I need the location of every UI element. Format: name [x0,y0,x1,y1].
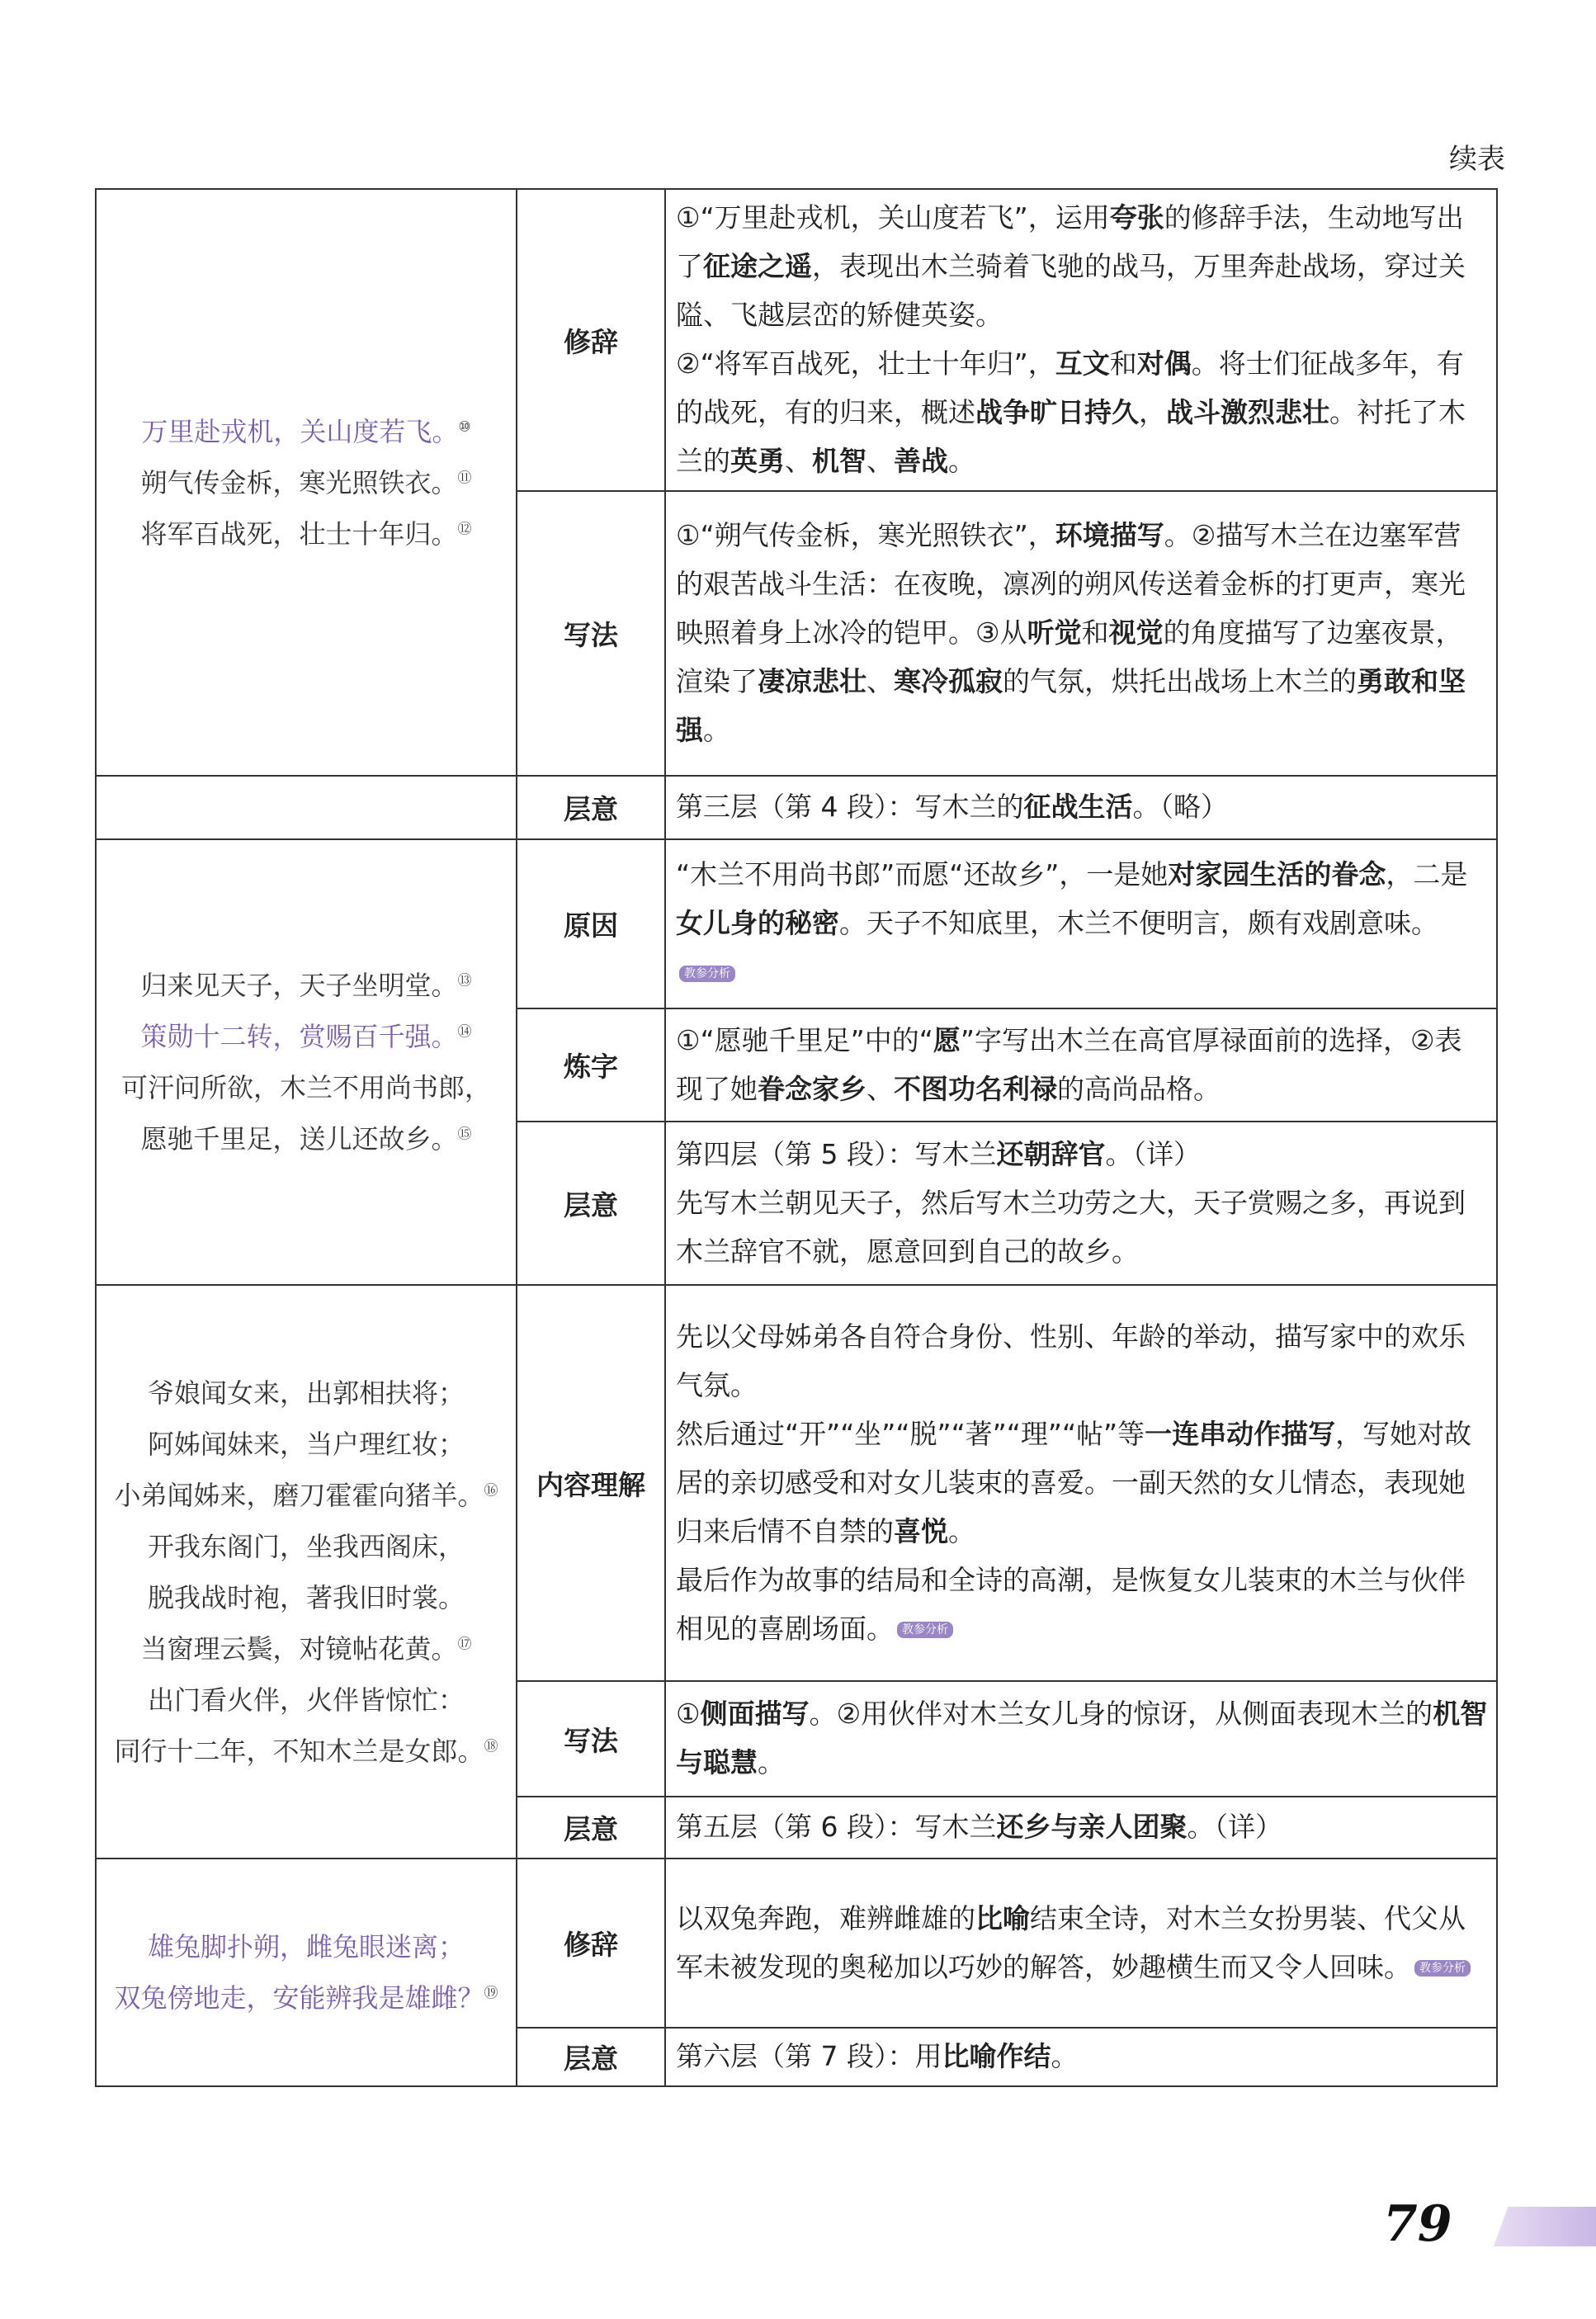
poem-cell [96,1859,517,2086]
row-label: 原因 [517,839,665,1008]
table-row [96,839,1497,1008]
row-content: 第四层（第 5 段）：写木兰还朝辞官。（详） 先写木兰朝见天子，然后写木兰功劳之大，天子赏赐之多，再说到木兰辞官不就，愿意回到自己的故乡。 [665,1122,1497,1285]
row-label: 层意 [517,776,665,839]
row-label: 层意 [517,1797,665,1859]
poem-line: 出门看火伴，火伴皆惊忙： [147,1684,465,1716]
poem-cell [96,776,517,839]
poem-line: 双兔傍地走，安能辨我是雄雌？⑲ [114,1982,498,2014]
row-content: ①“朔气传金柝，寒光照铁衣”，环境描写。②描写木兰在边塞军营的艰苦战斗生活：在夜晚，凛冽的朔风传送着金柝的打更声，寒光映照着身上冰冷的铠甲。③从听觉和视觉的角度描写了边塞夜景，渲染了凄凉悲壮、寒冷孤寂的气氛，烘托出战场上木兰的勇敢和坚强。 [665,491,1497,776]
table-row [96,776,1497,839]
row-content: 第五层（第 6 段）：写木兰还乡与亲人团聚。（详） [665,1797,1497,1859]
poem-line: 万里赴戎机，关山度若飞。⑩ [141,415,471,447]
row-content: ①“万里赴戎机，关山度若飞”，运用夸张的修辞手法，生动地写出了征途之遥，表现出木兰骑着飞驰的战马，万里奔赴战场，穿过关隘、飞越层峦的矫健英姿。 ②“将军百战死，壮士十年归”，互文和对偶。将士们征战多年，有的战死，有的归来，概述战争旷日持久，战斗激烈悲壮。衬托了木兰的英勇、机智、善战。 [665,189,1497,491]
poem-line: 策勋十二转，赏赐百千强。⑭ [140,1021,472,1052]
page-number-tab [1494,2207,1596,2246]
reference-badge: 教参分析 [679,966,735,982]
poem-analysis-table [95,188,1498,2087]
page-number: 79 [1383,2195,1452,2253]
row-content: “木兰不用尚书郎”而愿“还故乡”，一是她对家园生活的眷念，二是女儿身的秘密。天子不知底里，木兰不便明言，颇有戏剧意味。教参分析 [665,839,1497,1008]
poem-line: 小弟闻姊来，磨刀霍霍向猪羊。⑯ [114,1479,498,1511]
poem-line: 爷娘闻女来，出郭相扶将； [147,1377,465,1409]
poem-line: 雄兔脚扑朔，雌兔眼迷离； [147,1931,465,1962]
row-content: 第六层（第 7 段）：用比喻作结。 [665,2028,1497,2086]
table-row [96,1285,1497,1681]
poem-line: 同行十二年，不知木兰是女郎。⑱ [114,1735,498,1767]
continued-label: 续表 [1449,143,1505,176]
table-row [96,1859,1497,2028]
row-label: 修辞 [517,189,665,491]
reference-badge: 教参分析 [897,1622,953,1638]
poem-line: 愿驰千里足，送儿还故乡。⑮ [140,1123,472,1155]
row-content: 第三层（第 4 段）：写木兰的征战生活。（略） [665,776,1497,839]
poem-cell [96,189,517,776]
row-label: 写法 [517,1681,665,1797]
poem-line: 归来见天子，天子坐明堂。⑬ [140,970,472,1001]
table-row [96,189,1497,491]
row-label: 层意 [517,1122,665,1285]
row-label: 内容理解 [517,1285,665,1681]
row-label: 修辞 [517,1859,665,2028]
row-label: 写法 [517,491,665,776]
poem-cell [96,1285,517,1859]
poem-line: 脱我战时袍，著我旧时裳。 [147,1581,465,1613]
reference-badge: 教参分析 [1414,1960,1471,1977]
row-label: 炼字 [517,1008,665,1122]
row-content: ①“愿驰千里足”中的“愿”字写出木兰在高官厚禄面前的选择，②表现了她眷念家乡、不图功名利禄的高尚品格。 [665,1008,1497,1122]
poem-line: 将军百战死，壮士十年归。⑫ [140,517,472,550]
row-label: 层意 [517,2028,665,2086]
row-content: 以双兔奔跑，难辨雌雄的比喻结束全诗，对木兰女扮男装、代父从军未被发现的奥秘加以巧妙的解答，妙趣横生而又令人回味。 教参分析 [665,1859,1497,2028]
poem-line: 朔气传金柝，寒光照铁衣。⑪ [140,466,472,498]
row-content: ①侧面描写。②用伙伴对木兰女儿身的惊讶，从侧面表现木兰的机智与聪慧。 [665,1681,1497,1797]
poem-line: 可汗问所欲，木兰不用尚书郎， [120,1072,491,1103]
poem-line: 阿姊闻妹来，当户理红妆； [147,1428,465,1460]
poem-line: 当窗理云鬓，对镜帖花黄。⑰ [140,1632,472,1665]
poem-line: 开我东阁门，坐我西阁床， [147,1530,465,1562]
row-content: 先以父母姊弟各自符合身份、性别、年龄的举动，描写家中的欢乐气氛。 然后通过“开”“坐”“脱”“著”“理”“帖”等一连串动作描写，写她对故居的亲切感受和对女儿装束的喜爱。一副天然的女儿情态，表现她归来后情不自禁的喜悦。 最后作为故事的结局和全诗的高潮，是恢复女儿装束的木兰与伙伴相见的喜剧场面。 教参分析 [665,1285,1497,1681]
poem-cell [96,839,517,1285]
